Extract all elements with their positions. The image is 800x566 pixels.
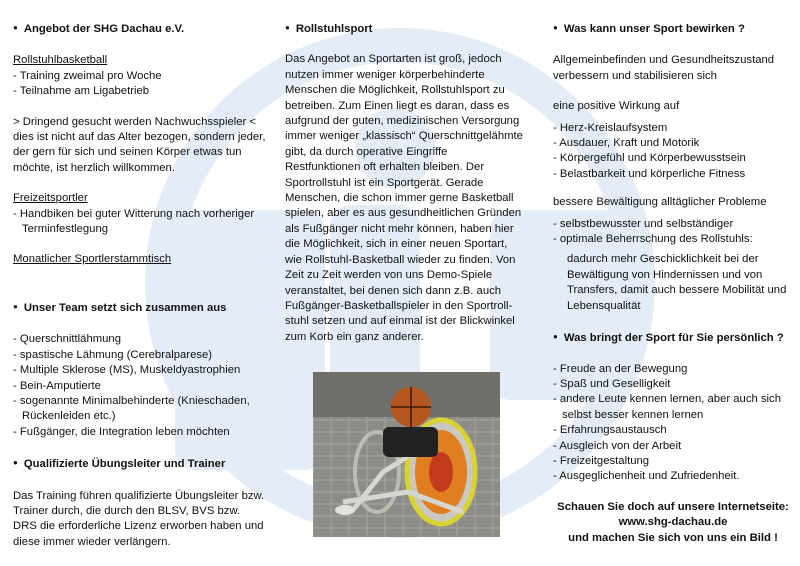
closing-line2: und machen Sie sich von uns ein Bild ! xyxy=(568,531,778,544)
list-item: - Herz-Kreislaufsystem xyxy=(553,121,668,134)
wheelchair-sport-text: Das Angebot an Sportarten ist groß, jedoch nutzen immer weniger körperbehinderte Menschen die Möglichkeit, Rollstuhlsport zu betreiben. Zum Einen liegt es daran, dass es aufgrund der guten, medizinischen Versorgung immer weniger „klassisch“ Querschnittgelähmte gibt, da durch operative Eingriffe Restfunktionen oft erhalten bleiben. Der Sportrollstuhl ist ein Sportgerät. Gerade Menschen, die schon immer gerne Basketball spielen, aber es aus gesundheitlichen Gründen als Fußgänger nicht mehr können, haben hier die Möglichkeit, sich in einer neuen Sportart, wie Rollstuhl-Basketball wieder zu finden. Von Zeit zu Zeit werden von uns Demo-Spiele veranstaltet, bei denen sich dann z.B. auch Fußgänger-Basketballspieler in den Sportroll-stuhl setzen und auf einmal ist der Blickwinkel zum Korb ein ganz anderer. xyxy=(285,53,523,343)
list-item: - Ausgleich von der Arbeit xyxy=(553,439,682,452)
list-item: - sogenannte Minimalbehinderte (Knieschaden, Rückenleiden etc.) xyxy=(13,394,250,423)
offer-heading: ● Angebot der SHG Dachau e.V. xyxy=(13,23,185,35)
list-item: - Fußgänger, die Integration leben möchten xyxy=(13,425,230,438)
list-item: - Bein-Amputierte xyxy=(13,379,101,392)
team-list xyxy=(13,332,266,440)
personal-list xyxy=(553,362,793,485)
positive-list xyxy=(553,121,793,183)
list-item: - Teilnahme am Ligabetrieb xyxy=(13,85,150,98)
list-item: - Handbiken bei guter Witterung nach vorheriger Terminfestlegung xyxy=(13,207,255,236)
list-item: - spastische Lähmung (Cerebralparese) xyxy=(13,348,213,361)
list-item: - Training zweimal pro Woche xyxy=(13,69,162,82)
effects-heading: ● Was kann unser Sport bewirken ? xyxy=(553,23,745,35)
column-offer xyxy=(13,20,266,550)
effects-detail: dadurch mehr Geschicklichkeit bei der Bewältigung von Hindernissen und von Transfers, damit auch bessere Mobilität und Lebensqualität xyxy=(567,253,787,312)
trainers-heading: ● Qualifizierte Übungsleiter und Trainer xyxy=(13,458,226,471)
column-wheelchair-sport xyxy=(285,20,525,345)
bullet-icon: ● xyxy=(13,458,18,468)
trainers-text: Das Training führen qualifizierte Übungsleiter bzw. Trainer durch, die durch den BLSV, BVS bzw. DRS die erforderliche Lizenz erworben haben und diese immer wieder verlängern. xyxy=(13,489,265,548)
positive-label: eine positive Wirkung auf xyxy=(553,100,680,113)
wheelchair-sport-heading: ● Rollstuhlsport xyxy=(285,23,373,35)
list-item: - Freude an der Bewegung xyxy=(553,362,688,375)
leisure-title: Freizeitsportler xyxy=(13,192,88,205)
wheelchair-photo xyxy=(313,372,500,537)
bullet-icon: ● xyxy=(553,23,558,32)
personal-heading: ● Was bringt der Sport für Sie persönlich ? xyxy=(553,332,784,345)
list-item: - Multiple Sklerose (MS), Muskeldyastrophien xyxy=(13,364,241,377)
list-item: - andere Leute kennen lernen, aber auch sich selbst besser kennen lernen xyxy=(553,393,781,421)
better-list xyxy=(553,217,793,248)
monthly-title: Monatlicher Sportlerstammtisch xyxy=(13,253,172,266)
youth-text: > Dringend gesucht werden Nachwuchsspieler < dies ist nicht auf das Alter bezogen, sondern jeder, der gern für sich und seinen Körper etwas tun möchte, ist herzlich willkommen. xyxy=(13,115,266,174)
bullet-icon: ● xyxy=(13,23,18,32)
website-link[interactable]: www.shg-dachau.de xyxy=(618,516,728,529)
bullet-icon: ● xyxy=(13,301,18,311)
better-label: bessere Bewältigung alltäglicher Probleme xyxy=(553,196,767,209)
list-item: - Freizeitgestaltung xyxy=(553,454,650,467)
list-item: - Körpergefühl und Körperbewusstsein xyxy=(553,152,746,165)
list-item: - Querschnittlähmung xyxy=(13,333,121,346)
bullet-icon: ● xyxy=(553,332,558,342)
list-item: - Belastbarkeit und körperliche Fitness xyxy=(553,167,746,180)
basketball-list xyxy=(13,69,266,100)
bullet-icon: ● xyxy=(285,23,290,32)
list-item: - Erfahrungsaustausch xyxy=(553,424,667,437)
effects-intro: Allgemeinbefinden und Gesundheitszustand verbessern und stabilisieren sich xyxy=(553,54,775,82)
basketball-title: Rollstuhlbasketball xyxy=(13,54,108,67)
team-heading: ● Unser Team setzt sich zusammen aus xyxy=(13,301,227,314)
list-item: - selbstbewusster und selbständiger xyxy=(553,217,734,230)
list-item: - Ausgeglichenheit und Zufriedenheit. xyxy=(553,470,740,483)
list-item: - Ausdauer, Kraft und Motorik xyxy=(553,137,700,150)
sport-wheelchair-illustration xyxy=(313,372,500,537)
column-effects xyxy=(553,20,793,546)
list-item: - optimale Beherrschung des Rollstuhls: xyxy=(553,233,753,246)
closing-line1: Schauen Sie doch auf unsere Internetseite: xyxy=(557,500,789,513)
list-item: - Spaß und Geselligkeit xyxy=(553,377,671,390)
